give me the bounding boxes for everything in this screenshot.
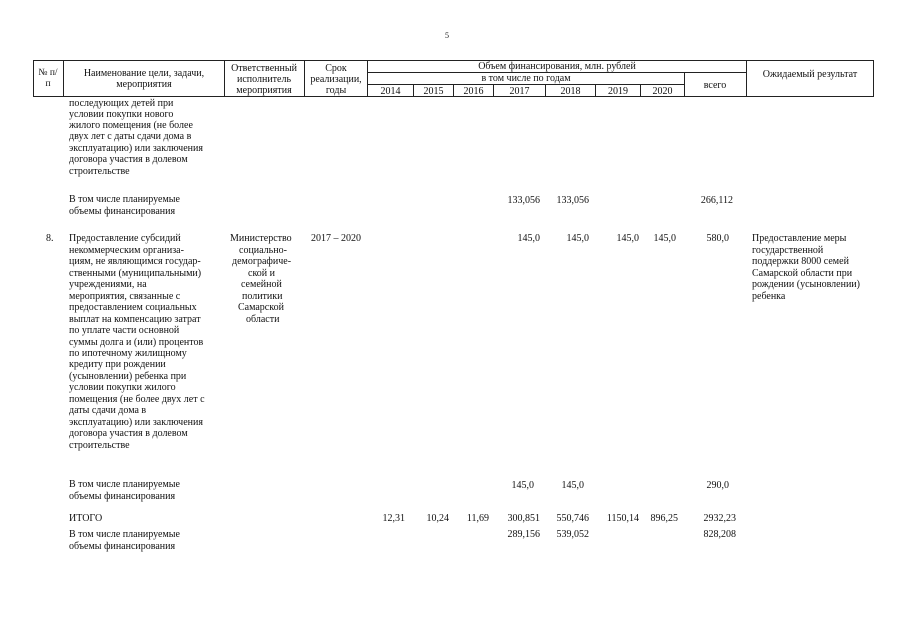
text-line: суммы долга и (или) процентов: [69, 337, 204, 348]
value-2015: 10,24: [426, 513, 449, 524]
result-line: поддержки 8000 семей: [752, 256, 849, 267]
text-line: некоммерческим организа-: [69, 245, 184, 256]
header-total: всего: [703, 79, 727, 91]
planned-label: объемы финансирования: [69, 491, 176, 502]
header-by-years: в том числе по годам: [481, 73, 571, 84]
executor-line: ской и: [248, 268, 275, 279]
value-total: 2932,23: [703, 513, 736, 524]
value-2018: 145,0: [561, 480, 584, 491]
text-line: (усыновлении) ребенка при: [69, 371, 187, 382]
header-year-2015: 2015: [423, 85, 444, 97]
value-2020: 145,0: [653, 233, 676, 244]
result-line: рождении (усыновлении): [752, 279, 860, 290]
value-2017: 289,156: [507, 529, 540, 540]
header-period: Срок реализации, годы: [310, 62, 362, 96]
text-line: кредиту при рождении: [69, 359, 166, 370]
value-total: 828,208: [703, 529, 736, 540]
value-2018: 145,0: [566, 233, 589, 244]
header-name: Наименование цели, задачи, мероприятия: [83, 68, 205, 90]
text-line: строительстве: [69, 440, 130, 451]
header-funding: Объем финансирования, млн. рублей: [478, 61, 636, 72]
executor-line: семейной: [241, 279, 282, 290]
text-line: учреждениями, на: [69, 279, 147, 290]
executor-line: демографиче-: [232, 256, 292, 267]
result-line: Предоставление меры: [752, 233, 847, 244]
total-label: ИТОГО: [69, 513, 103, 524]
text-line: мероприятия, связанные с: [69, 291, 181, 302]
value-2017: 300,851: [507, 513, 540, 524]
value-total: 266,112: [700, 195, 733, 206]
header-year-2017: 2017: [509, 85, 530, 97]
text-line: договора участия в долевом: [69, 428, 188, 439]
text-line: даты сдачи дома в: [69, 405, 147, 416]
executor-line: области: [246, 314, 280, 325]
header-executor: Ответственный исполнитель мероприятия: [231, 62, 297, 96]
planned-label: В том числе планируемые: [69, 194, 180, 205]
text-line: эксплуатацию) или заключения: [69, 417, 203, 428]
text-line: условии покупки нового: [69, 109, 174, 120]
value-total: 580,0: [706, 233, 729, 244]
planned-label: В том числе планируемые: [69, 529, 180, 540]
value-2017: 133,056: [507, 195, 540, 206]
row-number: 8.: [46, 233, 54, 244]
value-total: 290,0: [706, 480, 729, 491]
page-number: 5: [445, 31, 449, 40]
planned-label: объемы финансирования: [69, 541, 176, 552]
header-year-2016: 2016: [463, 85, 484, 97]
text-line: циям, не являющимся государ-: [69, 256, 201, 267]
value-2018: 133,056: [556, 195, 589, 206]
text-line: двух лет с даты сдачи дома в: [69, 131, 192, 142]
value-2017: 145,0: [511, 480, 534, 491]
text-line: помещения (не более двух лет с: [69, 394, 205, 405]
executor-line: Министерство: [230, 233, 292, 244]
text-line: последующих детей при: [69, 98, 174, 109]
executor-line: социально-: [239, 245, 287, 256]
value-2018: 539,052: [556, 529, 589, 540]
text-line: ственными (муниципальными): [69, 268, 202, 279]
result-line: государственной: [752, 245, 824, 256]
text-line: эксплуатацию) или заключения: [69, 143, 203, 154]
text-line: предоставлением социальных: [69, 302, 197, 313]
item8-period: 2017 – 2020: [311, 233, 361, 244]
value-2018: 550,746: [556, 513, 589, 524]
value-2016: 11,69: [466, 513, 489, 524]
planned-label: В том числе планируемые: [69, 479, 180, 490]
header-year-2019: 2019: [608, 85, 628, 97]
text-line: условии покупки жилого: [69, 382, 176, 393]
value-2017: 145,0: [517, 233, 540, 244]
result-line: Самарской области при: [752, 268, 853, 279]
text-line: по уплате части основной: [69, 325, 180, 336]
executor-line: политики: [242, 291, 283, 302]
value-2019: 1150,14: [606, 513, 639, 524]
text-line: строительстве: [69, 166, 130, 177]
text-line: жилого помещения (не более: [69, 120, 193, 131]
planned-label: объемы финансирования: [69, 206, 176, 217]
text-line: договора участия в долевом: [69, 154, 188, 165]
header-year-2018: 2018: [560, 85, 581, 97]
text-line: по ипотечному жилищному: [69, 348, 187, 359]
value-2014: 12,31: [382, 513, 405, 524]
value-2019: 145,0: [616, 233, 639, 244]
executor-line: Самарской: [238, 302, 284, 313]
value-2020: 896,25: [650, 513, 678, 524]
result-line: ребенка: [752, 291, 786, 302]
header-result: Ожидаемый результат: [762, 68, 858, 80]
header-year-2014: 2014: [380, 85, 401, 97]
header-year-2020: 2020: [652, 85, 673, 97]
text-line: Предоставление субсидий: [69, 233, 181, 244]
text-line: выплат на компенсацию затрат: [69, 314, 201, 325]
header-no: № п/п: [38, 68, 58, 89]
